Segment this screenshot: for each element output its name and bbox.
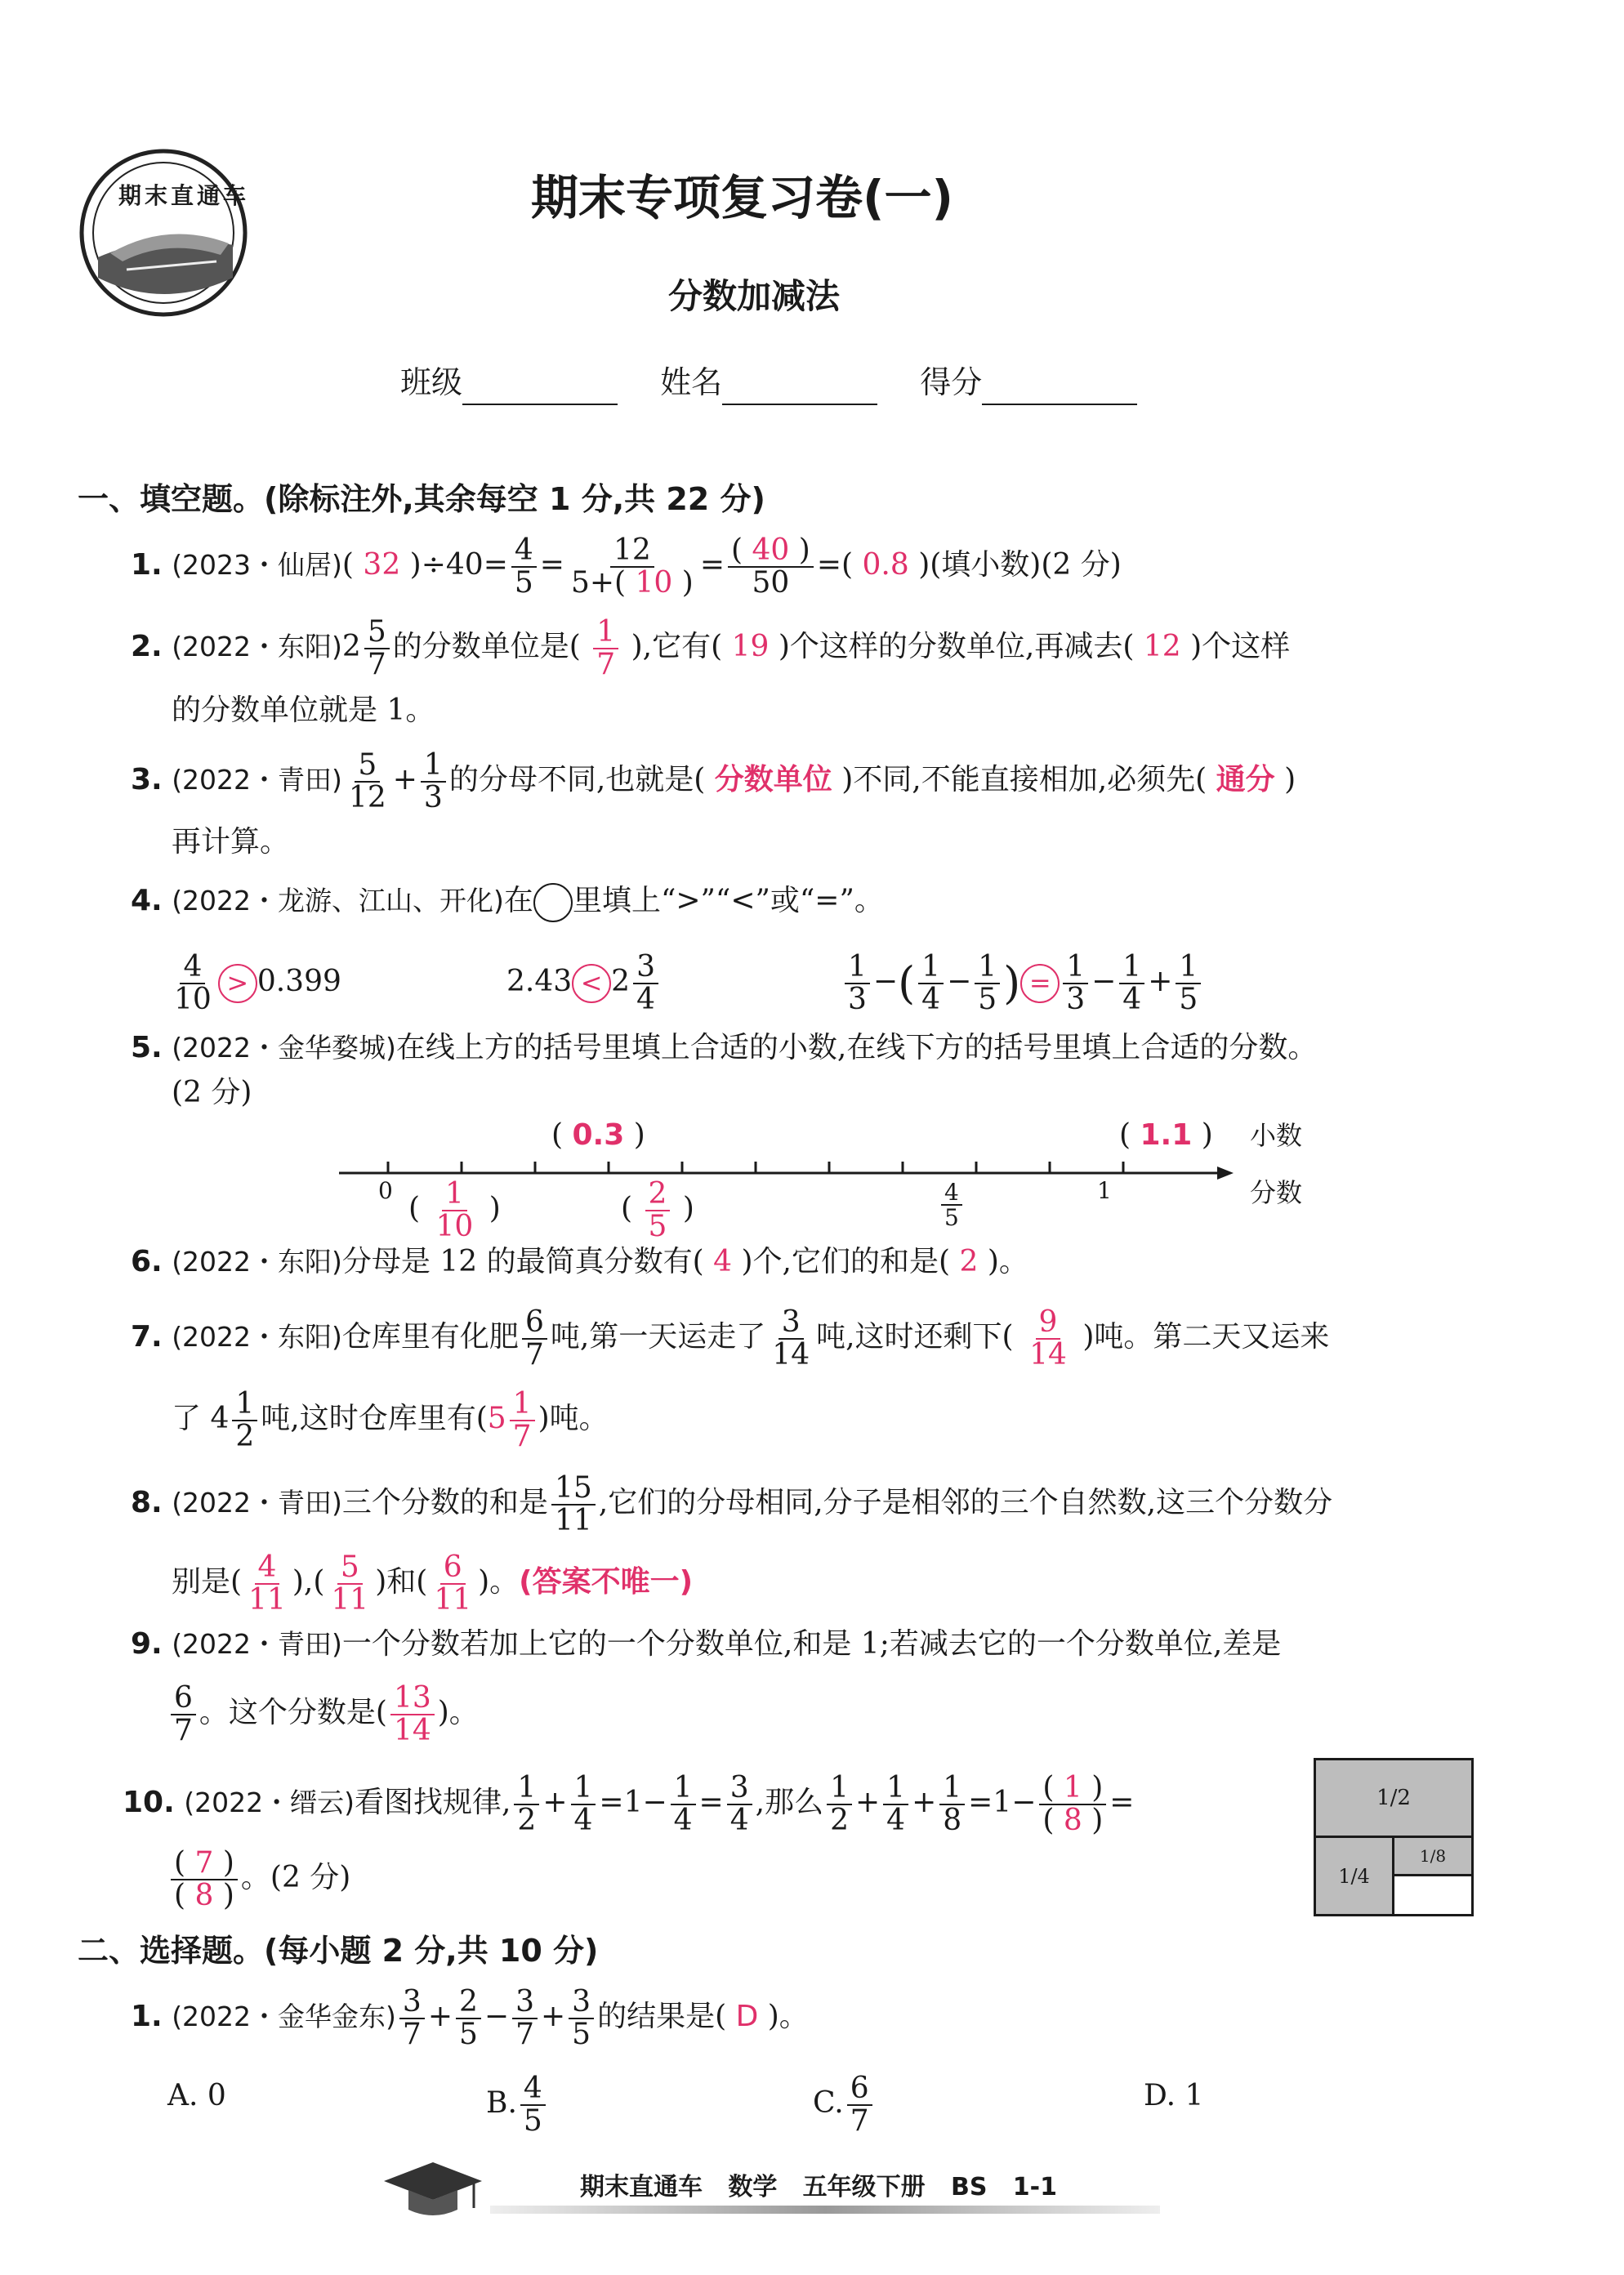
option-a[interactable]: A. 0 xyxy=(167,2079,226,2112)
answer: D xyxy=(735,1999,759,2033)
q4-expr-3: $\frac{1}{3}$ −( $\frac{1}{4}$ − $\frac{1}{5}$ ) = $\frac{1}{3}$ − $\frac{1}{4}$ + $\frac{1}{5}$ xyxy=(841,952,1204,1015)
question-7-line2: 了 4 $\frac{1}{2}$ 吨,这时仓库里有(5 $\frac{1}{7}$ )吨。 xyxy=(172,1387,609,1453)
q4-expr-1: $\frac{4}{10}$ > 0.399 xyxy=(174,950,341,1016)
footer-text: 期末直通车 数学 五年级下册 BS 1-1 xyxy=(580,2173,1058,2201)
question-9-line2: $\frac{6}{7}$ 。这个分数是( $\frac{13}{14}$ )。 xyxy=(167,1683,479,1746)
question-5: 5. (2022・金华婺城)在线上方的括号里填上合适的小数,在线下方的括号里填上合适的分数。 xyxy=(131,1031,1318,1064)
question-5-line2: (2 分) xyxy=(172,1076,252,1109)
q4-expr-2: 2.43 < 2 $\frac{3}{4}$ xyxy=(506,952,662,1015)
section1-heading: 一、填空题。(除标注外,其余每空 1 分,共 22 分) xyxy=(78,481,765,517)
nl-tick-1: 1 xyxy=(1097,1177,1112,1204)
option-c[interactable]: C. $\frac{6}{7}$ xyxy=(813,2073,876,2137)
page-title: 期末专项复习卷(一) xyxy=(531,170,954,225)
page-subtitle: 分数加减法 xyxy=(668,276,841,316)
logo-badge xyxy=(78,147,249,319)
logo-text: 期末直通车 xyxy=(118,182,250,209)
nl-bottom-answer-1: ( $\frac{1}{10}$ ) xyxy=(408,1177,501,1243)
nl-bottom-answer-2: ( $\frac{2}{5}$ ) xyxy=(621,1177,694,1243)
question-10: 10. (2022・缙云)看图找规律, $\frac{1}{2}$ + $\frac{1}{4}$ =1− $\frac{1}{4}$ = $\frac{3}{4}$ ,那么 $\frac{1}{2}$ + $\frac{1}{4}$ + $\frac{1}{8}$ =1− $\frac{( 1 )}{( 8 )}$ = xyxy=(123,1771,1135,1837)
option-b[interactable]: B. $\frac{4}{5}$ xyxy=(486,2073,549,2137)
s2-question-1: 1. (2022・金华金东) $\frac{3}{7}$ + $\frac{2}{5}$ − $\frac{3}{7}$ + $\frac{3}{5}$ 的结果是( D )。 xyxy=(131,1985,809,2051)
circle-icon xyxy=(533,883,573,922)
student-fields xyxy=(400,359,1170,405)
diagram-eighth: 1/8 xyxy=(1394,1838,1471,1876)
question-4: 4. (2022・龙游、江山、开化)在 里填上“>”“<”或“=”。 xyxy=(131,878,884,924)
nl-tick-4-5: $\frac{4}{5}$ xyxy=(938,1180,966,1230)
footer-bar xyxy=(490,2206,1160,2214)
question-1: 1. (2023・仙居)( 32 )÷40= $\frac{4}{5}$ = $\frac{12}{5+( 10 )}$ = $\frac{( 40 )}{50}$ =( 0.8 )(填小数)(2 分) xyxy=(131,533,1122,600)
diagram-quarter: 1/4 xyxy=(1316,1838,1394,1914)
class-label: 班级 xyxy=(400,364,463,400)
question-9: 9. (2022・青田)一个分数若加上它的一个分数单位,和是 1;若减去它的一个分数单位,差是 xyxy=(131,1627,1282,1661)
fraction-diagram xyxy=(1314,1758,1474,1916)
question-3: 3. (2022・青田) $\frac{5}{12}$ + $\frac{1}{3}$ 的分母不同,也就是( 分数单位 )不同,不能直接相加,必须先( 通分 ) xyxy=(131,748,1296,814)
arrow-right-icon xyxy=(1217,1166,1234,1180)
diagram-half: 1/2 xyxy=(1316,1760,1471,1838)
score-label: 得分 xyxy=(920,364,983,400)
nl-tick-0: 0 xyxy=(378,1177,393,1204)
question-2-line2: 的分数单位就是 1。 xyxy=(172,694,435,727)
train-logo-icon xyxy=(78,147,249,319)
section2-heading: 二、选择题。(每小题 2 分,共 10 分) xyxy=(78,1933,599,1969)
option-d[interactable]: D. 1 xyxy=(1144,2079,1204,2112)
name-blank[interactable] xyxy=(722,374,877,405)
question-2: 2. (2022・东阳)2 $\frac{5}{7}$ 的分数单位是( $\frac{1}{7}$ ),它有( 19 )个这样的分数单位,再减去( 12 )个这样 xyxy=(131,615,1291,681)
question-6: 6. (2022・东阳)分母是 12 的最简真分数有( 4 )个,它们的和是( 2 )。 xyxy=(131,1245,1028,1278)
name-label: 姓名 xyxy=(660,364,723,400)
score-blank[interactable] xyxy=(982,374,1137,405)
diagram-blank xyxy=(1394,1876,1471,1914)
question-10-line2: $\frac{( 7 )}{( 8 )}$ 。(2 分) xyxy=(167,1848,350,1911)
nl-label-decimal: 小数 xyxy=(1250,1120,1303,1151)
footer-graduation-icon xyxy=(376,2152,490,2229)
question-8: 8. (2022・青田)三个分数的和是 $\frac{15}{11}$ ,它们的分母相同,分子是相邻的三个自然数,这三个分数分 xyxy=(131,1471,1333,1537)
nl-label-fraction: 分数 xyxy=(1250,1177,1303,1208)
question-8-line2: 别是( $\frac{4}{11}$ ),( $\frac{5}{11}$ )和( $\frac{6}{11}$ )。(答案不唯一) xyxy=(172,1550,694,1617)
nl-top-answer-1: ( 0.3 ) xyxy=(551,1118,645,1152)
question-7: 7. (2022・东阳)仓库里有化肥 $\frac{6}{7}$ 吨,第一天运走了 $\frac{3}{14}$ 吨,这时还剩下( $\frac{9}{14}$ )吨。第二天又运来 xyxy=(131,1305,1330,1372)
question-3-line2: 再计算。 xyxy=(172,825,290,859)
nl-top-answer-2: ( 1.1 ) xyxy=(1119,1118,1213,1152)
class-blank[interactable] xyxy=(462,374,618,405)
answer: 32 xyxy=(363,547,401,582)
